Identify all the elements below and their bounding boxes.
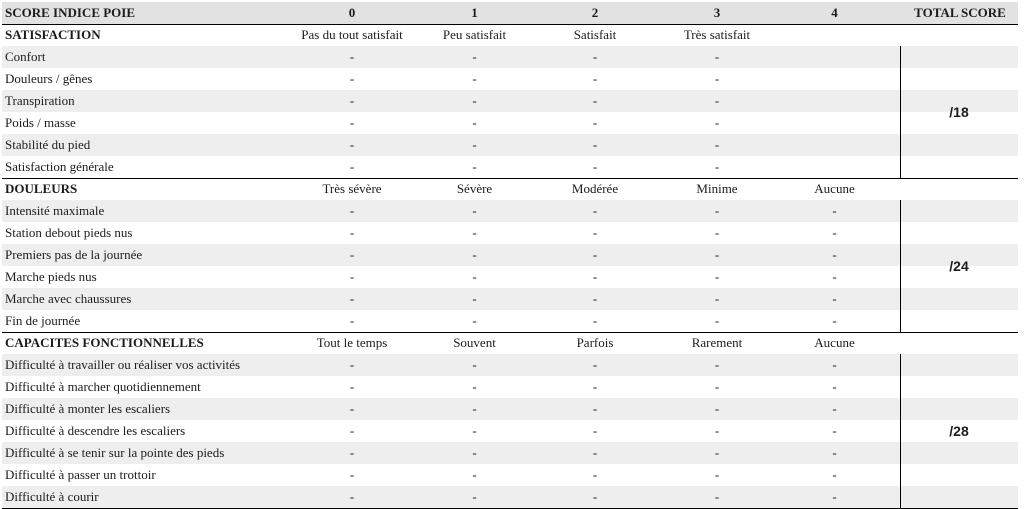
answer-cell: - [832, 379, 837, 394]
question-label: Transpiration [5, 93, 75, 108]
answer-cell: - [472, 357, 477, 372]
question-label: Fin de journée [5, 313, 81, 328]
answer-cell: - [832, 401, 837, 416]
answer-cell: - [714, 291, 720, 306]
level-3-header: 3 [713, 5, 721, 20]
table-row [2, 442, 1018, 464]
answer-cell: - [472, 489, 477, 504]
level-2-header: 2 [591, 5, 599, 20]
answer-cell: - [592, 445, 598, 460]
answer-cell: - [349, 379, 355, 394]
question-label: Difficulté à courir [5, 489, 99, 504]
question-label: Station debout pieds nus [5, 225, 133, 240]
section-title: SATISFACTION [5, 27, 101, 42]
answer-cell: - [349, 115, 355, 130]
answer-cell: - [832, 445, 837, 460]
table-row [2, 156, 1018, 178]
answer-cell: - [714, 137, 720, 152]
answer-cell: - [832, 203, 837, 218]
answer-cell: - [592, 203, 598, 218]
answer-cell: - [832, 247, 837, 262]
question-label: Difficulté à marcher quotidiennement [5, 379, 201, 394]
answer-cell: - [714, 93, 720, 108]
answer-cell: - [714, 159, 720, 174]
table-row [2, 464, 1018, 486]
table-title: SCORE INDICE POIE [5, 5, 136, 20]
answer-cell: - [472, 225, 477, 240]
table-row [2, 266, 1018, 288]
question-label: Marche avec chaussures [5, 291, 132, 306]
answer-cell: - [592, 71, 598, 86]
answer-cell: - [714, 49, 720, 64]
answer-cell: - [472, 467, 477, 482]
answer-cell: - [714, 225, 720, 240]
question-label: Intensité maximale [5, 203, 105, 218]
answer-cell: - [349, 313, 355, 328]
answer-cell: - [714, 115, 720, 130]
question-label: Difficulté à monter les escaliers [5, 401, 171, 416]
answer-cell: - [592, 247, 598, 262]
answer-cell: - [349, 247, 355, 262]
answer-cell: - [349, 423, 355, 438]
answer-cell: - [349, 49, 355, 64]
table-row [2, 134, 1018, 156]
answer-cell: - [472, 247, 477, 262]
answer-cell: - [592, 159, 598, 174]
table-row [2, 200, 1018, 222]
answer-cell: - [714, 401, 720, 416]
table-row [2, 354, 1018, 376]
answer-cell: - [592, 489, 598, 504]
answer-cell: - [592, 137, 598, 152]
level-4-header: 4 [831, 5, 838, 20]
response-option-label: Rarement [691, 335, 743, 350]
answer-cell: - [832, 313, 837, 328]
answer-cell: - [349, 93, 355, 108]
question-label: Difficulté à descendre les escaliers [5, 423, 186, 438]
response-option-label: Peu satisfait [442, 27, 507, 42]
table-row [2, 398, 1018, 420]
answer-cell: - [592, 401, 598, 416]
answer-cell: - [714, 423, 720, 438]
answer-cell: - [472, 93, 477, 108]
response-option-label: Parfois [576, 335, 614, 350]
answer-cell: - [592, 225, 598, 240]
response-option-label: Aucune [814, 335, 855, 350]
total-score-header: TOTAL SCORE [914, 5, 1006, 20]
response-option-label: Très satisfait [683, 27, 751, 42]
answer-cell: - [349, 445, 355, 460]
table-row [2, 288, 1018, 310]
answer-cell: - [349, 357, 355, 372]
question-label: Poids / masse [5, 115, 76, 130]
section-header-row [2, 178, 1018, 200]
section-total-score: /24 [949, 258, 969, 274]
level-1-header: 1 [471, 5, 478, 20]
answer-cell: - [592, 467, 598, 482]
question-label: Premiers pas de la journée [5, 247, 143, 262]
answer-cell: - [349, 291, 355, 306]
table-row [2, 68, 1018, 90]
question-label: Difficulté à se tenir sur la pointe des pieds [5, 445, 225, 460]
answer-cell: - [472, 203, 477, 218]
question-label: Difficulté à travailler ou réaliser vos activités [5, 357, 241, 372]
answer-cell: - [349, 489, 355, 504]
response-option-label: Aucune [814, 181, 855, 196]
answer-cell: - [592, 269, 598, 284]
answer-cell: - [714, 313, 720, 328]
answer-cell: - [714, 467, 720, 482]
answer-cell: - [592, 357, 598, 372]
answer-cell: - [832, 423, 837, 438]
response-option-label: Très sévère [322, 181, 382, 196]
answer-cell: - [349, 159, 355, 174]
section-total-score: /28 [949, 423, 969, 439]
answer-cell: - [714, 357, 720, 372]
answer-cell: - [592, 291, 598, 306]
answer-cell: - [349, 137, 355, 152]
answer-cell: - [592, 49, 598, 64]
table-row [2, 420, 1018, 442]
answer-cell: - [349, 203, 355, 218]
answer-cell: - [592, 423, 598, 438]
question-label: Marche pieds nus [5, 269, 97, 284]
table-row [2, 46, 1018, 68]
answer-cell: - [472, 269, 477, 284]
table-header-row [2, 2, 1018, 24]
table-row [2, 222, 1018, 244]
answer-cell: - [472, 159, 477, 174]
answer-cell: - [349, 225, 355, 240]
question-label: Confort [5, 49, 46, 64]
answer-cell: - [714, 269, 720, 284]
question-label: Difficulté à passer un trottoir [5, 467, 156, 482]
question-label: Stabilité du pied [5, 137, 91, 152]
answer-cell: - [832, 225, 837, 240]
answer-cell: - [472, 401, 477, 416]
table-row [2, 112, 1018, 134]
answer-cell: - [472, 291, 477, 306]
question-label: Satisfaction générale [5, 159, 114, 174]
answer-cell: - [832, 269, 837, 284]
section-total-score: /18 [949, 104, 969, 120]
answer-cell: - [592, 313, 598, 328]
answer-cell: - [472, 71, 477, 86]
answer-cell: - [592, 93, 598, 108]
answer-cell: - [472, 445, 477, 460]
response-option-label: Tout le temps [316, 335, 388, 350]
response-option-label: Satisfait [573, 27, 617, 42]
table-row [2, 376, 1018, 398]
section-header-row [2, 24, 1018, 46]
response-option-label: Pas du tout satisfait [301, 27, 403, 42]
answer-cell: - [472, 137, 477, 152]
answer-cell: - [832, 291, 837, 306]
response-option-label: Modérée [571, 181, 619, 196]
answer-cell: - [472, 379, 477, 394]
answer-cell: - [349, 467, 355, 482]
question-label: Douleurs / gênes [5, 71, 93, 86]
answer-cell: - [832, 489, 837, 504]
response-option-label: Sévère [456, 181, 493, 196]
table-row [2, 244, 1018, 266]
answer-cell: - [472, 313, 477, 328]
response-option-label: Minime [696, 181, 738, 196]
section-header-row [2, 332, 1018, 354]
answer-cell: - [349, 269, 355, 284]
answer-cell: - [472, 423, 477, 438]
answer-cell: - [349, 401, 355, 416]
table-row [2, 90, 1018, 112]
answer-cell: - [832, 357, 837, 372]
level-0-header: 0 [348, 5, 356, 20]
answer-cell: - [472, 115, 477, 130]
response-option-label: Souvent [453, 335, 496, 350]
answer-cell: - [349, 71, 355, 86]
answer-cell: - [832, 467, 837, 482]
table-row [2, 310, 1018, 332]
answer-cell: - [472, 49, 477, 64]
section-title: CAPACITES FONCTIONNELLES [5, 335, 204, 350]
answer-cell: - [592, 379, 598, 394]
answer-cell: - [714, 445, 720, 460]
section-title: DOULEURS [5, 181, 78, 196]
answer-cell: - [714, 247, 720, 262]
answer-cell: - [714, 71, 720, 86]
answer-cell: - [714, 489, 720, 504]
answer-cell: - [714, 379, 720, 394]
answer-cell: - [592, 115, 598, 130]
answer-cell: - [714, 203, 720, 218]
table-row [2, 486, 1018, 508]
